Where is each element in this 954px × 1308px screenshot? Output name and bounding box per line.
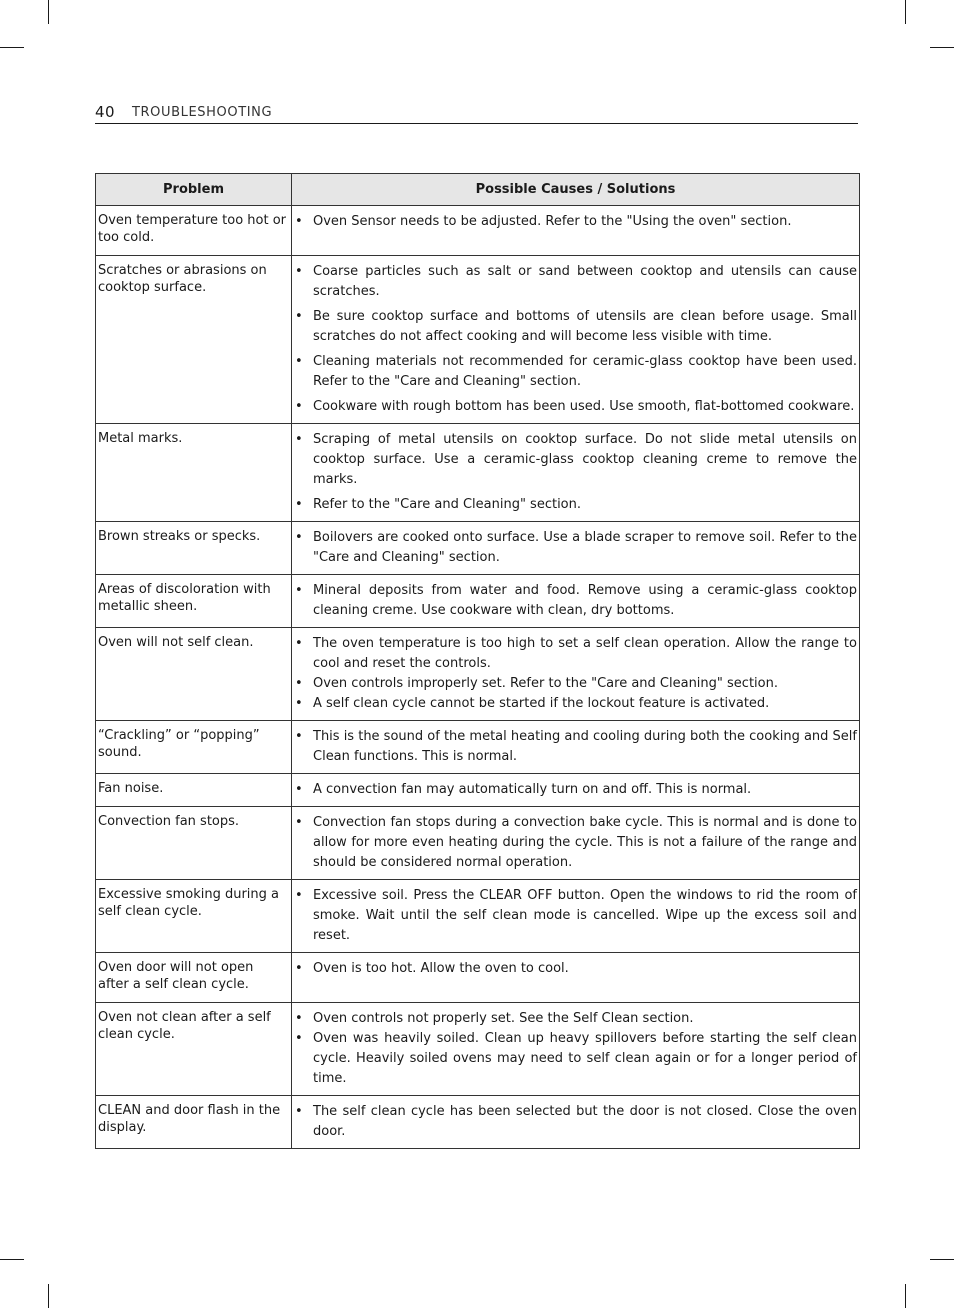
table-row [96, 522, 860, 575]
problem-cell: Metal marks. [96, 424, 292, 522]
solution-item: • Coarse particles such as salt or sand between cooktop and utensils can cause scratches. [295, 262, 857, 302]
table-row [96, 1096, 860, 1149]
solution-item: • Oven was heavily soiled. Clean up heavy spillovers before starting the self clean cycle. Heavily soiled ovens may need to self clean again or for a longer period of time. [295, 1029, 857, 1089]
table-row [96, 880, 860, 953]
solution-item: • Oven Sensor needs to be adjusted. Refer to the "Using the oven" section. [295, 212, 857, 232]
solutions-cell [292, 774, 860, 807]
problem-cell: Convection fan stops. [96, 807, 292, 880]
table-row [96, 807, 860, 880]
solution-item: • The oven temperature is too high to set a self clean operation. Allow the range to cool and reset the controls. [295, 634, 857, 674]
solution-item: • The self clean cycle has been selected but the door is not closed. Close the oven door. [295, 1102, 857, 1142]
problem-cell: CLEAN and door flash in the display. [96, 1096, 292, 1149]
table-row [96, 206, 860, 256]
table-row [96, 628, 860, 721]
solution-item: • Oven controls improperly set. Refer to the "Care and Cleaning" section. [295, 674, 857, 694]
solutions-cell [292, 424, 860, 522]
solution-item: • Oven controls not properly set. See the Self Clean section. [295, 1009, 857, 1029]
solution-item: • Scraping of metal utensils on cooktop surface. Do not slide metal utensils on cooktop surface. Use a ceramic-glass cooktop cleaning creme to remove the marks. [295, 430, 857, 490]
table-row [96, 721, 860, 774]
solutions-cell [292, 721, 860, 774]
page-number: 40 [95, 103, 116, 121]
crop-mark [48, 0, 49, 24]
solutions-cell [292, 953, 860, 1003]
problem-cell: Excessive smoking during a self clean cycle. [96, 880, 292, 953]
solution-item: • Oven is too hot. Allow the oven to cool. [295, 959, 857, 979]
crop-mark [48, 1284, 49, 1308]
solution-item: • Convection fan stops during a convection bake cycle. This is normal and is done to allow for more even heating during the cycle. This is not a failure of the range and should be considered normal operation. [295, 813, 857, 873]
crop-mark [905, 1284, 906, 1308]
solutions-cell [292, 880, 860, 953]
table-row [96, 424, 860, 522]
solution-item: • Excessive soil. Press the CLEAR OFF button. Open the windows to rid the room of smoke. Wait until the self clean mode is cancelled. Wipe up the excess soil and reset. [295, 886, 857, 946]
solution-item: • Boilovers are cooked onto surface. Use a blade scraper to remove soil. Refer to the "Care and Cleaning" section. [295, 528, 857, 568]
solutions-cell [292, 256, 860, 424]
table-row [96, 774, 860, 807]
problem-cell: Oven temperature too hot or too cold. [96, 206, 292, 256]
solutions-cell [292, 575, 860, 628]
column-header-causes: Possible Causes / Solutions [292, 174, 860, 206]
table-header-row [96, 174, 860, 206]
solution-item: • This is the sound of the metal heating and cooling during both the cooking and Self Clean functions. This is normal. [295, 727, 857, 767]
solution-item: • Cookware with rough bottom has been used. Use smooth, flat-bottomed cookware. [295, 397, 857, 417]
problem-cell: Fan noise. [96, 774, 292, 807]
crop-mark [930, 1259, 954, 1260]
solutions-cell [292, 807, 860, 880]
solutions-cell [292, 1003, 860, 1096]
solution-item: • Refer to the "Care and Cleaning" section. [295, 495, 857, 515]
solutions-cell [292, 522, 860, 575]
crop-mark [905, 0, 906, 24]
crop-mark [0, 47, 24, 48]
solution-item: • Cleaning materials not recommended for ceramic-glass cooktop have been used. Refer to the "Care and Cleaning" section. [295, 352, 857, 392]
problem-cell: “Crackling” or “popping” sound. [96, 721, 292, 774]
column-header-problem: Problem [96, 174, 292, 206]
table-row [96, 953, 860, 1003]
solutions-cell [292, 206, 860, 256]
crop-mark [930, 47, 954, 48]
solutions-cell [292, 628, 860, 721]
problem-cell: Oven not clean after a self clean cycle. [96, 1003, 292, 1096]
solution-item: • A self clean cycle cannot be started if the lockout feature is activated. [295, 694, 857, 714]
problem-cell: Oven will not self clean. [96, 628, 292, 721]
table-row [96, 575, 860, 628]
troubleshooting-table [95, 173, 860, 1149]
problem-cell: Scratches or abrasions on cooktop surface. [96, 256, 292, 424]
page-header [95, 103, 858, 124]
section-title: TROUBLESHOOTING [132, 105, 273, 120]
solution-item: • A convection fan may automatically turn on and off. This is normal. [295, 780, 857, 800]
problem-cell: Oven door will not open after a self clean cycle. [96, 953, 292, 1003]
crop-mark [0, 1259, 24, 1260]
solution-item: • Be sure cooktop surface and bottoms of utensils are clean before usage. Small scratches do not affect cooking and will become less visible with time. [295, 307, 857, 347]
problem-cell: Areas of discoloration with metallic sheen. [96, 575, 292, 628]
solution-item: • Mineral deposits from water and food. Remove using a ceramic-glass cooktop cleaning creme. Use cookware with clean, dry bottoms. [295, 581, 857, 621]
problem-cell: Brown streaks or specks. [96, 522, 292, 575]
solutions-cell [292, 1096, 860, 1149]
table-row [96, 256, 860, 424]
table-row [96, 1003, 860, 1096]
